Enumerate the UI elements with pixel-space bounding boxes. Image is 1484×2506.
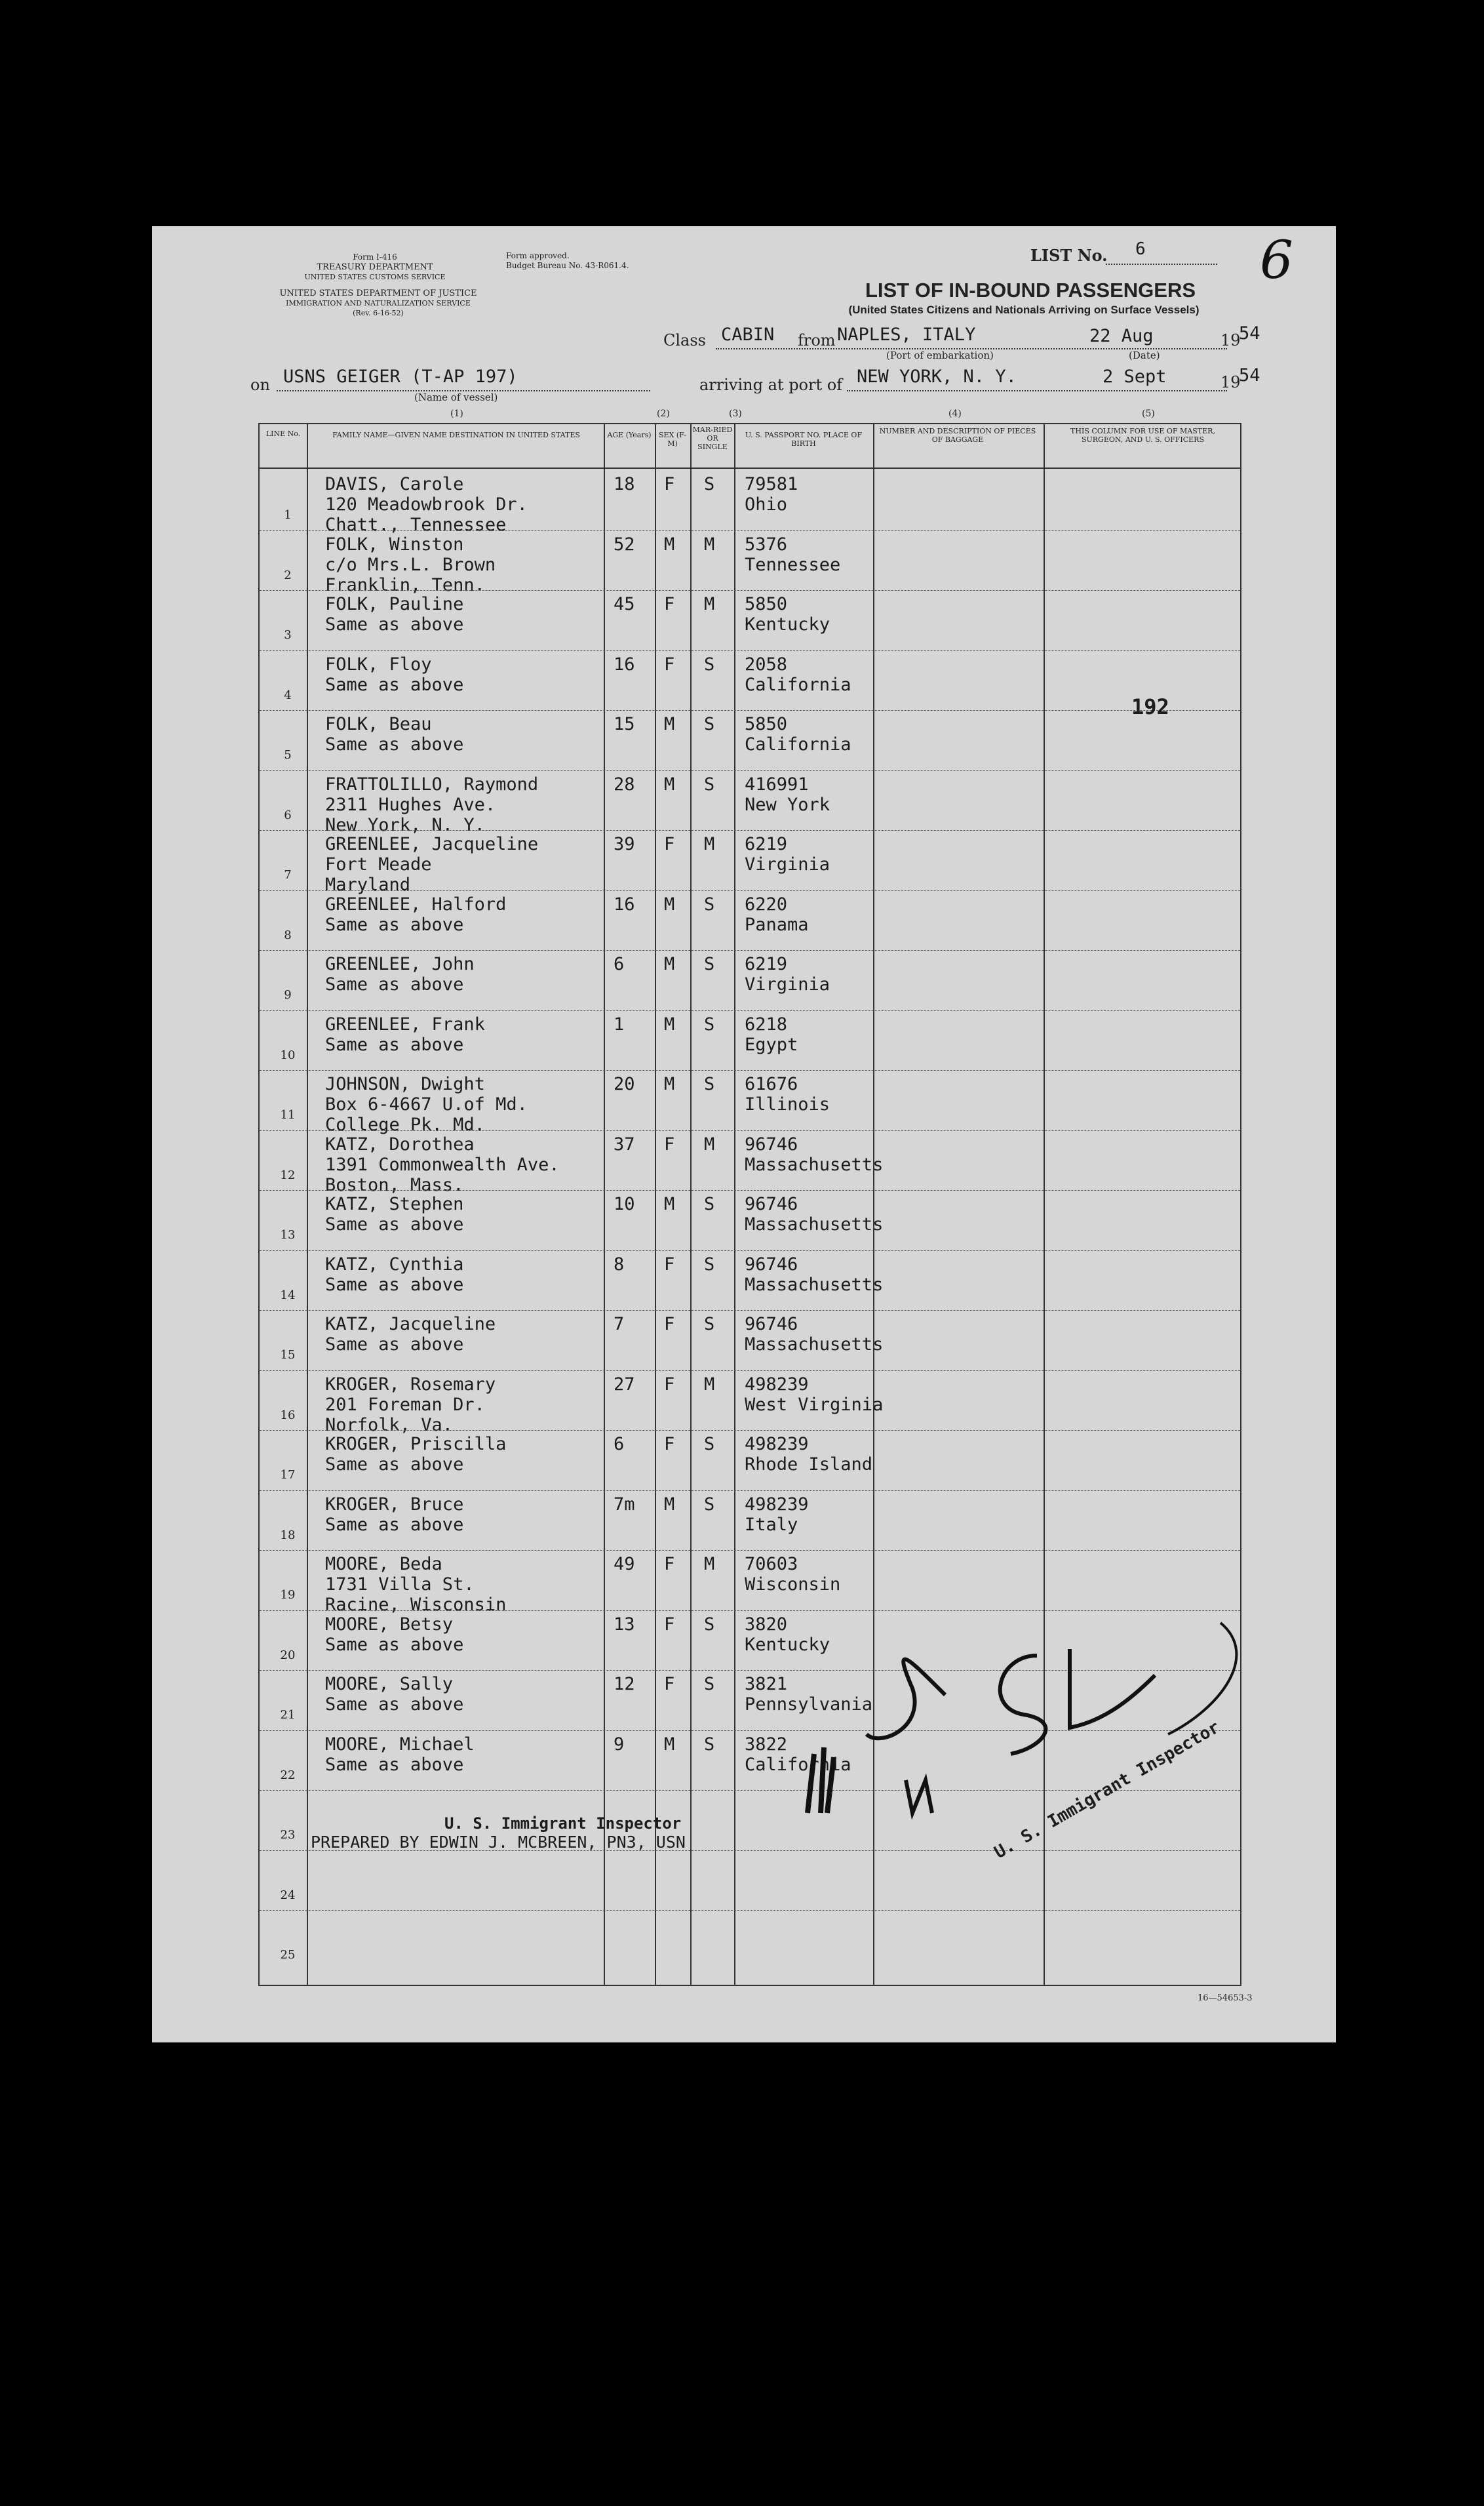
revision: (Rev. 6-16-52): [353, 309, 404, 317]
list-number-handwritten: 6: [1260, 229, 1293, 290]
line-number: 21: [280, 1708, 296, 1722]
line-number: 11: [280, 1108, 296, 1122]
col-header-sex: SEX (F-M): [658, 431, 687, 448]
cell-sex: M: [664, 1014, 675, 1035]
inspector-signature: [762, 1616, 1260, 1839]
cell-birth: Massachusetts: [745, 1274, 884, 1295]
cell-ms: S: [704, 1734, 715, 1755]
cell-age: 10: [614, 1194, 635, 1214]
cell-sex: F: [664, 1674, 675, 1694]
cell-addr2: Franklin, Tenn.: [325, 574, 485, 595]
table-row: [260, 950, 1240, 1010]
cell-addr1: Same as above: [325, 914, 464, 935]
table-row: [260, 1550, 1240, 1615]
cell-age: 49: [614, 1554, 635, 1574]
table-row-empty: [260, 1910, 1240, 1970]
cell-ms: S: [704, 474, 715, 494]
cell-ms: S: [704, 1014, 715, 1035]
col-num-4: (4): [948, 408, 962, 419]
cell-passport: 61676: [745, 1074, 798, 1094]
table-row: [260, 1370, 1240, 1435]
table-row: [260, 830, 1240, 895]
cell-ms: M: [704, 1374, 715, 1395]
cell-ms: S: [704, 1254, 715, 1275]
cell-addr1: Same as above: [325, 1694, 464, 1715]
col-num-3: (3): [729, 408, 742, 419]
line-number: 5: [284, 748, 292, 762]
cell-age: 39: [614, 834, 635, 854]
cell-sex: F: [664, 834, 675, 854]
cell-passport: 416991: [745, 774, 809, 795]
cell-name: FOLK, Beau: [325, 714, 432, 734]
cell-sex: F: [664, 594, 675, 614]
cell-birth: Massachusetts: [745, 1214, 884, 1235]
cell-age: 20: [614, 1074, 635, 1094]
port-of-embarkation: NAPLES, ITALY: [837, 325, 976, 345]
justice-dept: UNITED STATES DEPARTMENT OF JUSTICE: [279, 288, 477, 298]
vessel-name: USNS GEIGER (T-AP 197): [283, 367, 518, 387]
cell-addr1: 201 Foreman Dr.: [325, 1394, 485, 1415]
list-number-label: LIST No.: [1030, 246, 1108, 265]
cell-addr1: Same as above: [325, 974, 464, 995]
cell-age: 6: [614, 954, 625, 974]
cell-sex: M: [664, 1734, 675, 1755]
col-header-age: AGE (Years): [607, 431, 652, 439]
cell-ms: M: [704, 534, 715, 555]
arriving-label: arriving at port of: [699, 376, 843, 394]
cell-addr1: 120 Meadowbrook Dr.: [325, 494, 528, 515]
cell-birth: Rhode Island: [745, 1454, 873, 1475]
cell-ms: S: [704, 1194, 715, 1214]
cell-addr1: Same as above: [325, 1754, 464, 1775]
cell-addr1: Same as above: [325, 614, 464, 635]
cell-birth: New York: [745, 794, 830, 815]
cell-birth: Kentucky: [745, 1634, 830, 1655]
list-number-value: 6: [1135, 239, 1146, 259]
cell-sex: M: [664, 954, 675, 974]
cell-passport: 498239: [745, 1434, 809, 1454]
from-label: from: [798, 331, 836, 349]
cell-birth: Virginia: [745, 854, 830, 875]
cell-addr2: Racine, Wisconsin: [325, 1595, 507, 1615]
arrival-underline: [847, 390, 1227, 391]
line-number: 1: [284, 508, 292, 522]
cell-addr2: New York, N. Y.: [325, 814, 485, 835]
cell-name: KATZ, Stephen: [325, 1194, 464, 1214]
col-num-1: (1): [450, 408, 463, 419]
cell-age: 16: [614, 654, 635, 675]
table-row: [260, 710, 1240, 770]
cell-name: GREENLEE, Jacqueline: [325, 834, 539, 854]
cell-passport: 5850: [745, 714, 788, 734]
cell-birth: Virginia: [745, 974, 830, 995]
cell-ms: S: [704, 1614, 715, 1635]
cell-passport: 2058: [745, 654, 788, 675]
departure-year-prefix: 19: [1220, 331, 1241, 349]
line-number: 20: [280, 1648, 296, 1662]
cell-ms: S: [704, 1314, 715, 1334]
line-number: 19: [280, 1588, 296, 1602]
cell-sex: F: [664, 1374, 675, 1395]
cell-name: GREENLEE, Halford: [325, 894, 507, 915]
departure-year: 54: [1239, 323, 1260, 344]
cell-sex: M: [664, 1494, 675, 1515]
form-title: LIST OF IN-BOUND PASSENGERS: [865, 279, 1196, 302]
cell-name: KROGER, Rosemary: [325, 1374, 496, 1395]
cell-addr2: Norfolk, Va.: [325, 1414, 454, 1435]
cell-age: 27: [614, 1374, 635, 1395]
col-header-name: FAMILY NAME—GIVEN NAME DESTINATION IN UNITED STATES: [332, 431, 580, 439]
form-approved: Form approved.: [506, 251, 570, 260]
customs-service: UNITED STATES CUSTOMS SERVICE: [304, 273, 446, 281]
cell-name: KATZ, Jacqueline: [325, 1314, 496, 1334]
date-caption: (Date): [1129, 349, 1160, 361]
cell-addr1: Same as above: [325, 1334, 464, 1355]
cell-age: 9: [614, 1734, 625, 1755]
cell-passport: 3821: [745, 1674, 788, 1694]
cell-sex: M: [664, 1194, 675, 1214]
table-row: [260, 1250, 1240, 1311]
cell-birth: Wisconsin: [745, 1574, 841, 1595]
cell-sex: M: [664, 534, 675, 555]
cell-name: KROGER, Bruce: [325, 1494, 464, 1515]
cell-name: KROGER, Priscilla: [325, 1434, 507, 1454]
cell-birth: Pennsylvania: [745, 1694, 873, 1715]
cell-birth: West Virginia: [745, 1394, 884, 1415]
arrival-year: 54: [1239, 365, 1260, 386]
cell-addr2: Chatt., Tennessee: [325, 515, 507, 535]
cell-addr2: Maryland: [325, 875, 411, 895]
cell-name: FOLK, Floy: [325, 654, 432, 675]
cell-birth: California: [745, 674, 851, 695]
cell-sex: F: [664, 654, 675, 675]
cell-addr1: Fort Meade: [325, 854, 432, 875]
cell-passport: 6219: [745, 834, 788, 854]
cell-birth: California: [745, 1754, 851, 1775]
cell-sex: F: [664, 1314, 675, 1334]
vessel-caption: (Name of vessel): [414, 391, 498, 403]
budget-bureau: Budget Bureau No. 43-R061.4.: [506, 261, 629, 270]
cell-passport: 6219: [745, 954, 788, 974]
col-header-passport: U. S. PASSPORT NO. PLACE OF BIRTH: [745, 431, 863, 448]
arrival-year-prefix: 19: [1220, 373, 1241, 391]
line-number: 4: [284, 688, 292, 702]
embarkation-caption: (Port of embarkation): [886, 349, 994, 361]
col-header-line: LINE No.: [265, 429, 301, 438]
table-row: [260, 530, 1240, 595]
cell-sex: M: [664, 774, 675, 795]
cell-birth: Italy: [745, 1514, 798, 1535]
cell-ms: M: [704, 594, 715, 614]
cell-age: 1: [614, 1014, 625, 1035]
cell-addr1: Box 6-4667 U.of Md.: [325, 1094, 528, 1115]
line-number: 7: [284, 868, 292, 882]
cell-passport: 498239: [745, 1374, 809, 1395]
cell-sex: M: [664, 894, 675, 915]
line-number: 23: [280, 1828, 296, 1842]
cell-name: MOORE, Betsy: [325, 1614, 454, 1635]
cell-addr2: College Pk. Md.: [325, 1115, 485, 1135]
cell-addr1: Same as above: [325, 1454, 464, 1475]
line-number: 9: [284, 988, 292, 1002]
line-number: 17: [280, 1468, 296, 1482]
cell-addr1: 1391 Commonwealth Ave.: [325, 1154, 560, 1175]
cell-age: 16: [614, 894, 635, 915]
rotated-inspector-stamp: U. S. Immigrant Inspector: [991, 1717, 1223, 1863]
cell-passport: 3822: [745, 1734, 788, 1755]
table-row: [260, 770, 1240, 835]
line-number: 25: [280, 1948, 296, 1962]
cell-birth: Egypt: [745, 1034, 798, 1055]
line-number: 14: [280, 1288, 296, 1302]
cell-name: DAVIS, Carole: [325, 474, 464, 494]
line-number: 15: [280, 1348, 296, 1362]
table-row: [260, 1130, 1240, 1195]
cell-sex: F: [664, 1254, 675, 1275]
table-row: [260, 1070, 1240, 1135]
cell-name: MOORE, Michael: [325, 1734, 475, 1755]
cell-ms: S: [704, 714, 715, 734]
cell-addr1: Same as above: [325, 1274, 464, 1295]
cell-age: 45: [614, 594, 635, 614]
cell-name: FRATTOLILLO, Raymond: [325, 774, 539, 795]
cell-age: 7: [614, 1314, 625, 1334]
cell-birth: Massachusetts: [745, 1154, 884, 1175]
table-row: [260, 590, 1240, 650]
cell-ms: M: [704, 1554, 715, 1574]
cell-ms: S: [704, 954, 715, 974]
cell-sex: M: [664, 1074, 675, 1094]
departure-date: 22 Aug: [1089, 326, 1154, 346]
form-number: Form I-416: [353, 252, 397, 262]
cell-sex: F: [664, 1554, 675, 1574]
treasury-dept: TREASURY DEPARTMENT: [317, 262, 433, 272]
line-number: 16: [280, 1408, 296, 1422]
cell-passport: 96746: [745, 1314, 798, 1334]
cell-age: 6: [614, 1434, 625, 1454]
arrival-date: 2 Sept: [1103, 367, 1167, 387]
cell-addr1: c/o Mrs.L. Brown: [325, 554, 496, 575]
cell-birth: Panama: [745, 914, 809, 935]
cell-name: FOLK, Winston: [325, 534, 464, 555]
cell-birth: Ohio: [745, 494, 788, 515]
inspector-stamp: U. S. Immigrant Inspector: [444, 1814, 682, 1833]
cell-addr2: Boston, Mass.: [325, 1174, 464, 1195]
line-number: 24: [280, 1888, 296, 1902]
cell-ms: M: [704, 1134, 715, 1155]
line-number: 3: [284, 628, 292, 642]
table-row: [260, 1490, 1240, 1551]
cell-birth: California: [745, 734, 851, 755]
cell-name: MOORE, Sally: [325, 1674, 454, 1694]
cell-ms: S: [704, 654, 715, 675]
cell-addr1: 1731 Villa St.: [325, 1574, 475, 1595]
line-number: 6: [284, 808, 292, 822]
cell-ms: M: [704, 834, 715, 854]
header-rule: [260, 467, 1240, 469]
cell-name: FOLK, Pauline: [325, 594, 464, 614]
ins-service: IMMIGRATION AND NATURALIZATION SERVICE: [286, 299, 471, 308]
cell-addr1: Same as above: [325, 1214, 464, 1235]
cell-age: 8: [614, 1254, 625, 1275]
table-row: [260, 650, 1240, 711]
cell-birth: Massachusetts: [745, 1334, 884, 1355]
on-label: on: [250, 376, 270, 394]
cell-age: 15: [614, 714, 635, 734]
col-num-2: (2): [657, 408, 670, 419]
document-page: [152, 226, 1336, 2042]
cell-passport: 79581: [745, 474, 798, 494]
cell-ms: S: [704, 894, 715, 915]
table-row: [260, 1190, 1240, 1250]
cell-ms: S: [704, 774, 715, 795]
form-header-justice: [250, 288, 506, 318]
class-value: CABIN: [721, 325, 775, 345]
cell-addr1: Same as above: [325, 1634, 464, 1655]
cell-age: 12: [614, 1674, 635, 1694]
cell-age: 28: [614, 774, 635, 795]
table-row: [260, 1310, 1240, 1370]
cell-name: GREENLEE, John: [325, 954, 475, 974]
col-header-married: MAR-RIED OR SINGLE: [692, 426, 733, 451]
col-header-baggage: NUMBER AND DESCRIPTION OF PIECES OF BAGGAGE: [879, 427, 1036, 444]
cell-name: KATZ, Cynthia: [325, 1254, 464, 1275]
cell-passport: 5376: [745, 534, 788, 555]
cell-sex: M: [664, 714, 675, 734]
cell-passport: 6218: [745, 1014, 788, 1035]
cell-birth: Kentucky: [745, 614, 830, 635]
cell-age: 7m: [614, 1494, 635, 1515]
cell-passport: 6220: [745, 894, 788, 915]
cell-addr1: Same as above: [325, 1514, 464, 1535]
cell-ms: S: [704, 1494, 715, 1515]
cell-age: 13: [614, 1614, 635, 1635]
line-number: 8: [284, 928, 292, 942]
cell-sex: F: [664, 1614, 675, 1635]
form-header-approval: [506, 251, 650, 271]
line-number: 12: [280, 1168, 296, 1182]
table-row: [260, 890, 1240, 951]
cell-sex: F: [664, 1134, 675, 1155]
line-number: 10: [280, 1048, 296, 1062]
cell-birth: Tennessee: [745, 554, 841, 575]
col-header-officers: THIS COLUMN FOR USE OF MASTER, SURGEON, AND U. S. OFFICERS: [1070, 427, 1215, 444]
cell-age: 52: [614, 534, 635, 555]
table-row: [260, 1010, 1240, 1071]
cell-addr1: 2311 Hughes Ave.: [325, 794, 496, 815]
cell-ms: S: [704, 1674, 715, 1694]
cell-addr1: Same as above: [325, 734, 464, 755]
cell-passport: 498239: [745, 1494, 809, 1515]
cell-passport: 70603: [745, 1554, 798, 1574]
cell-sex: F: [664, 1434, 675, 1454]
table-row: [260, 1430, 1240, 1490]
table-row: [260, 470, 1240, 535]
cell-passport: 96746: [745, 1194, 798, 1214]
line-number: 13: [280, 1228, 296, 1242]
cell-passport: 5850: [745, 594, 788, 614]
form-subtitle: (United States Citizens and Nationals Arriving on Surface Vessels): [848, 304, 1200, 316]
cell-name: MOORE, Beda: [325, 1554, 442, 1574]
line-number: 2: [284, 568, 292, 582]
col-num-5: (5): [1142, 408, 1155, 419]
cell-ms: S: [704, 1434, 715, 1454]
cell-ms: S: [704, 1074, 715, 1094]
cell-passport: 96746: [745, 1254, 798, 1275]
cell-name: JOHNSON, Dwight: [325, 1074, 485, 1094]
officer-note: 192: [1131, 694, 1169, 719]
arrival-port: NEW YORK, N. Y.: [857, 367, 1017, 387]
cell-age: 37: [614, 1134, 635, 1155]
bottom-form-code: 16—54653-3: [1198, 1993, 1253, 2003]
line-number: 22: [280, 1768, 296, 1782]
cell-age: 18: [614, 474, 635, 494]
cell-passport: 96746: [745, 1134, 798, 1155]
cell-addr1: Same as above: [325, 674, 464, 695]
cell-birth: Illinois: [745, 1094, 830, 1115]
list-underline: [1106, 264, 1217, 265]
cell-name: KATZ, Dorothea: [325, 1134, 475, 1155]
line-number: 18: [280, 1528, 296, 1542]
prepared-by: PREPARED BY EDWIN J. MCBREEN, PN3, USN: [311, 1833, 686, 1852]
cell-passport: 3820: [745, 1614, 788, 1635]
form-header-treasury: [290, 252, 460, 282]
cell-addr1: Same as above: [325, 1034, 464, 1055]
cell-sex: F: [664, 474, 675, 494]
table-row-empty: [260, 1850, 1240, 1911]
class-label: Class: [663, 331, 706, 349]
cell-name: GREENLEE, Frank: [325, 1014, 485, 1035]
